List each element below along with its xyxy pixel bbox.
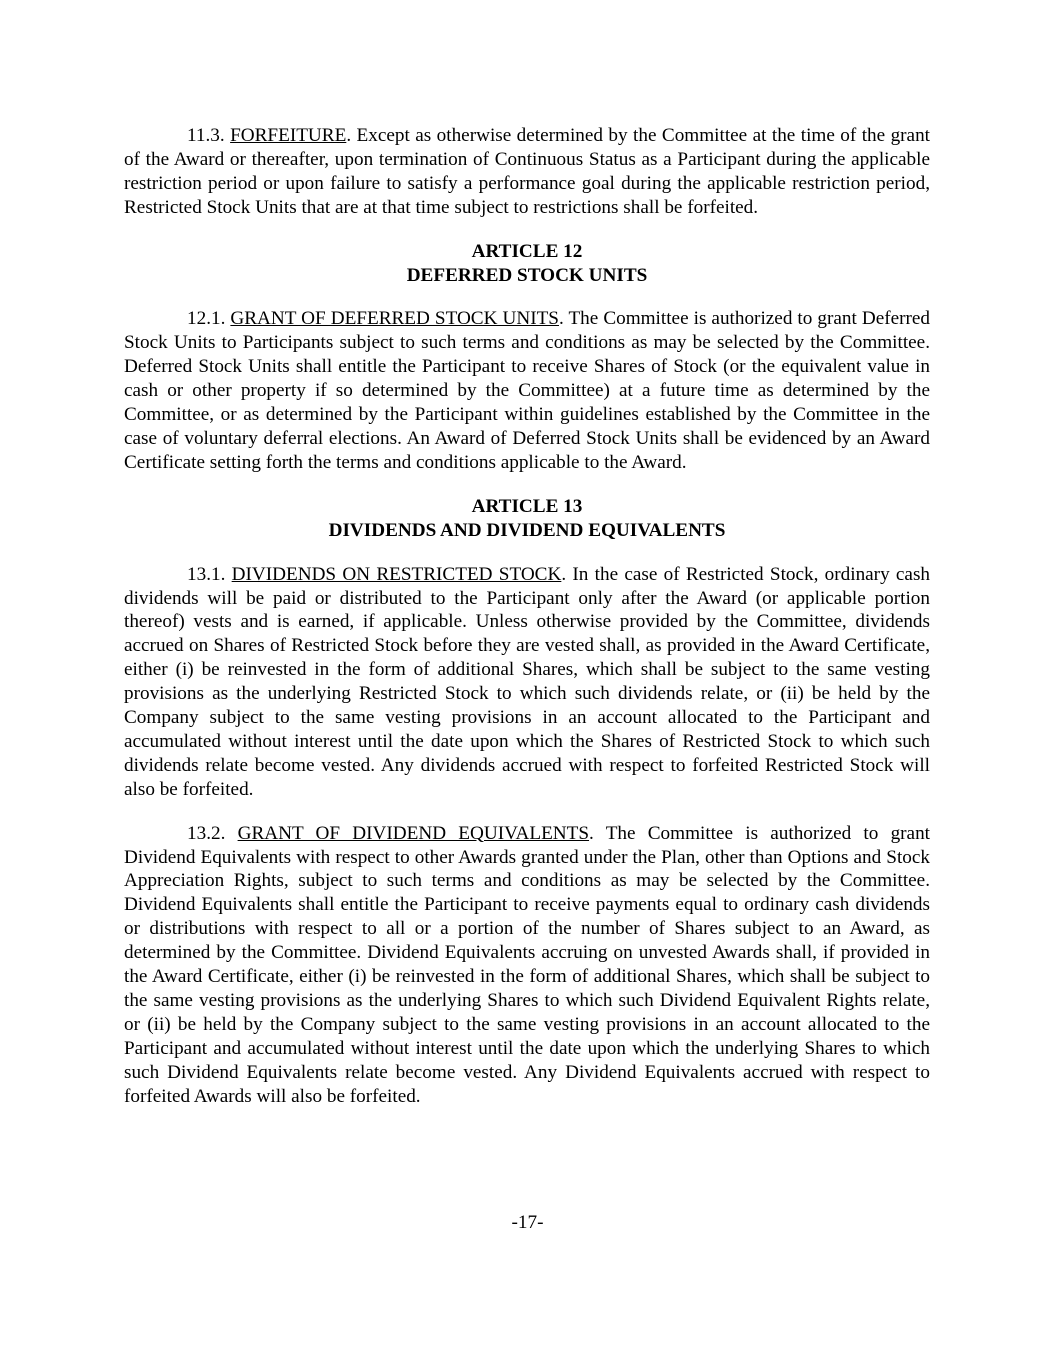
section-13-2 — [124, 822, 930, 1109]
section-13-1 — [124, 563, 930, 802]
section-number: 13.1. — [187, 563, 226, 585]
section-body: . Except as otherwise determined by the Committee at the time of the grant of the Award or thereafter, upon termination of Continuous Status as a Participant during the applicable restriction period or upon failure to satisfy a performance goal during the applicable restriction period, Restricted Stock Units that are at that time subject to restrictions shall be forfeited. — [124, 125, 931, 218]
section-number: 13.2. — [187, 822, 226, 844]
article-title: DEFERRED STOCK UNITS — [406, 264, 648, 286]
article-title: DIVIDENDS AND DIVIDEND EQUIVALENTS — [328, 519, 726, 541]
section-number: 12.1. — [187, 308, 226, 330]
page-number: -17- — [511, 1212, 544, 1233]
article-label: ARTICLE 13 — [471, 495, 583, 517]
section-heading: GRANT OF DIVIDEND EQUIVALENTS — [237, 822, 590, 844]
section-body: . The Committee is authorized to grant Deferred Stock Units to Participants subject to such terms and conditions as may be selected by the Committee. Deferred Stock Units shall entitle the Participant to receive Shares of Stock (or the equivalent value in cash or other property if so determined by the Committee) at a future time as determined by the Committee, or as determined by the Participant within guidelines established by the Committee in the case of voluntary deferral elections. An Award of Deferred Stock Units shall be evidenced by an Award Certificate setting forth the terms and conditions applicable to the Award. — [124, 308, 931, 473]
section-12-1 — [124, 307, 930, 474]
section-heading: DIVIDENDS ON RESTRICTED STOCK — [231, 563, 562, 585]
section-body: . In the case of Restricted Stock, ordinary cash dividends will be paid or distributed to the Participant only after the Award (or applicable portion thereof) vests and is earned, if applicable. Unless otherwise provided by the Committee, dividends accrued on Shares of Restricted Stock before they are vested shall, as provided in the Award Certificate, either (i) be reinvested in the form of additional Shares, which shall be subject to the same vesting provisions as the underlying Restricted Stock to which such dividends relate, or (ii) be held by the Company subject to the same vesting provisions in an account allocated to the Participant and accumulated without interest until the date upon which the Shares of Restricted Stock to which such dividends relate become vested. Any dividends accrued with respect to forfeited Restricted Stock will also be forfeited. — [124, 563, 931, 800]
article-13-heading — [124, 495, 930, 543]
section-number: 11.3. — [187, 125, 225, 146]
section-11-3 — [124, 124, 930, 220]
document-page — [124, 124, 930, 1129]
article-label: ARTICLE 12 — [471, 240, 583, 262]
article-12-heading — [124, 240, 930, 288]
section-heading: FORFEITURE — [230, 125, 347, 146]
section-body: . The Committee is authorized to grant Dividend Equivalents with respect to other Awards granted under the Plan, other than Options and Stock Appreciation Rights, subject to such terms and conditions as may be selected by the Committee. Dividend Equivalents shall entitle the Participant to receive payments equal to ordinary cash dividends or distributions with respect to all or a portion of the number of Shares subject to an Award, as determined by the Committee. Dividend Equivalents accruing on unvested Awards shall, if provided in the Award Certificate, either (i) be reinvested in the form of additional Shares, which shall be subject to the same vesting provisions as the underlying Shares to which such Dividend Equivalent Rights relate, or (ii) be held by the Company subject to the same vesting provisions in an account allocated to the Participant and accumulated without interest until the date upon which the underlying Shares to which such Dividend Equivalents relate become vested. Any Dividend Equivalents accrued with respect to forfeited Awards will also be forfeited. — [124, 822, 931, 1107]
section-heading: GRANT OF DEFERRED STOCK UNITS — [230, 308, 559, 330]
